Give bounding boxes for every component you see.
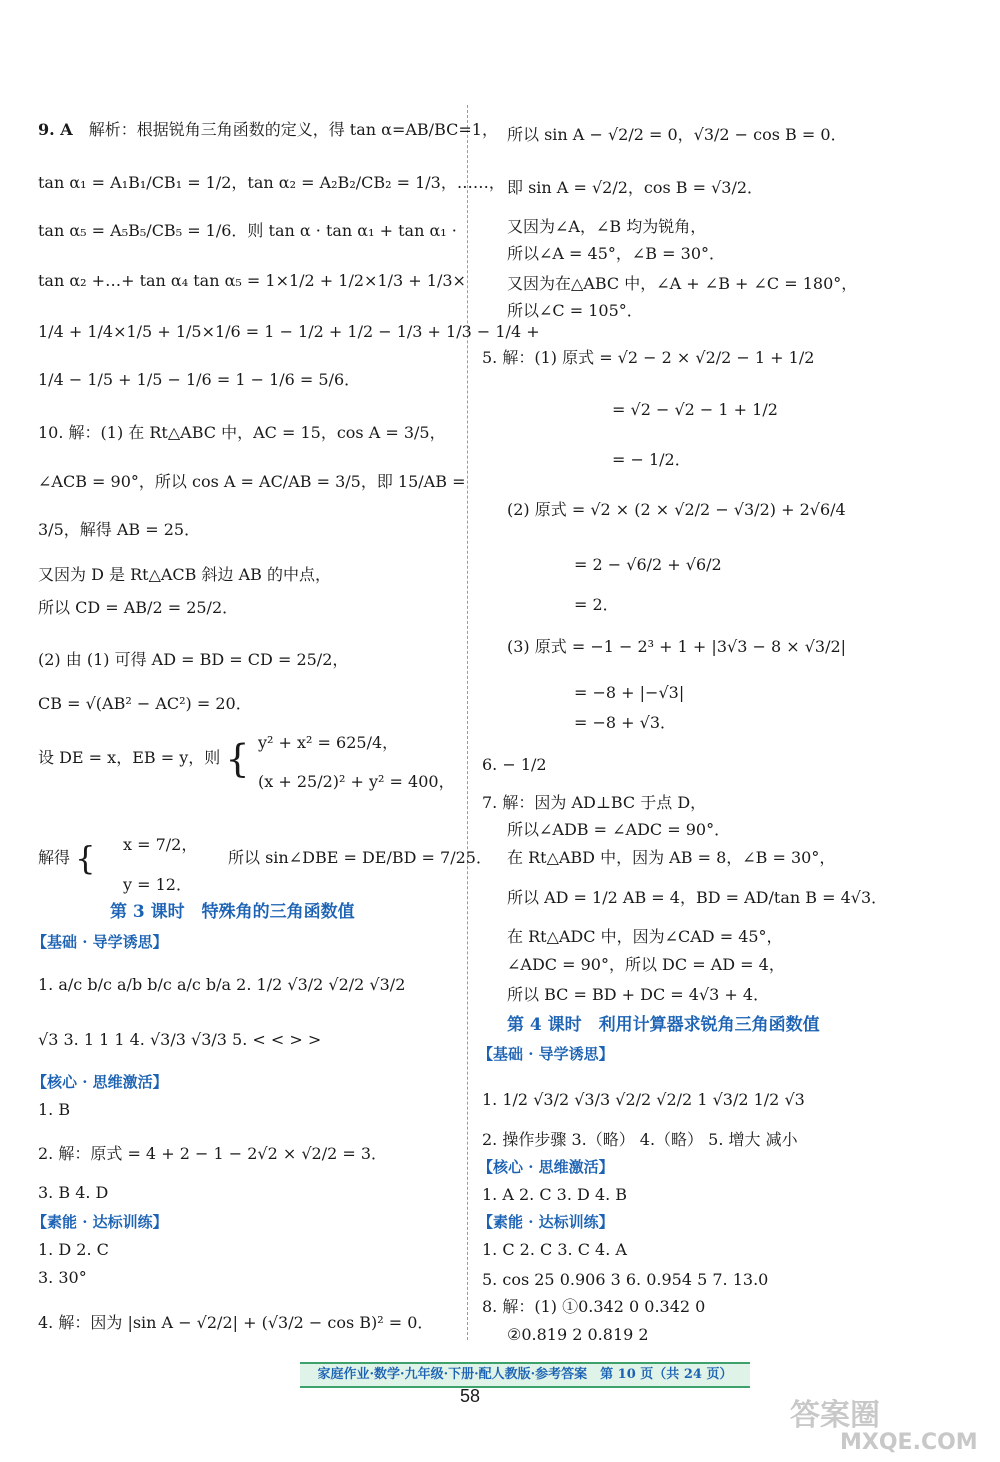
watermark-url: MXQE.COM [840,1430,978,1455]
skills-3: 4. 解：因为 |sin A − √2/2| + (√3/2 − cos B)² = 0． [38,1313,434,1332]
lesson4-skills-3: 8. 解：(1) ①0.342 0 0.342 0 [482,1297,706,1316]
solution-x: x = 7/2， [123,835,198,854]
solution-y: y = 12． [123,875,192,894]
page-number: 58 [460,1386,481,1406]
answer-9-line-1: 9. A 解析：根据锐角三角函数的定义，得 tan α=AB/BC=1， [38,120,498,139]
watermark-logo: 答案圈 [790,1398,880,1433]
tag-skills: 【素能 · 达标训练】 [32,1213,168,1231]
answer-9-line-6: 1/4 − 1/5 + 1/5 − 1/6 = 1 − 1/6 = 5/6． [38,370,361,389]
answer-10-line-1: 10. 解：(1) 在 Rt△ABC 中，AC = 15，cos A = 3/5， [38,423,446,442]
lesson4-basics-1: 1. 1/2 √3/2 √3/3 √2/2 √2/2 1 √3/2 1/2 √3 [482,1090,805,1109]
answer-10-line-4: 又因为 D 是 Rt△ACB 斜边 AB 的中点， [38,565,331,584]
basics-row-1: 1. a/c b/c a/b b/c a/c b/a 2. 1/2 √3/2 √2/2 √3/2 [38,975,406,994]
answer-5-line-4: (2) 原式 = √2 × (2 × √2/2 − √3/2) + 2√6/4 [507,500,846,519]
tag-skills-2: 【素能 · 达标训练】 [478,1213,614,1231]
answer-10-system-1: 设 DE = x，EB = y，则 { [38,736,250,781]
answer-9-line-3: tan α₅ = A₅B₅/CB₅ = 1/6．则 tan α · tan α₁ + tan α₁ · [38,221,457,240]
answer-9-line-2: tan α₁ = A₁B₁/CB₁ = 1/2，tan α₂ = A₂B₂/CB₂ = 1/3，……， [38,173,505,192]
lesson4-core-1: 1. A 2. C 3. D 4. B [482,1185,628,1204]
right-line-5: 又因为在△ABC 中，∠A + ∠B + ∠C = 180°， [507,274,858,293]
answer-5-line-3: = − 1/2． [612,450,691,469]
column-divider [467,105,468,1340]
basics-row-2: √3 3. 1 1 1 4. √3/3 √3/3 5. < < > > [38,1030,322,1049]
answer-10-line-6: (2) 由 (1) 可得 AD = BD = CD = 25/2， [38,650,349,669]
answer-5-line-6: = 2． [574,595,619,614]
answer-5-line-1: 5. 解：(1) 原式 = √2 − 2 × √2/2 − 1 + 1/2 [482,348,815,367]
equation-2: (x + 25/2)² + y² = 400， [258,772,455,791]
tag-basics-2: 【基础 · 导学诱思】 [478,1045,614,1063]
answer-5-line-8: = −8 + |−√3| [574,683,685,702]
footer-banner: 家庭作业·数学·九年级·下册·配人教版·参考答案 第 10 页（共 24 页） [300,1362,750,1388]
answer-7-line-7: 所以 BC = BD + DC = 4√3 + 4． [507,985,770,1004]
answer-7-line-2: 所以∠ADB = ∠ADC = 90°． [507,820,731,839]
core-2: 2. 解：原式 = 4 + 2 − 1 − 2√2 × √2/2 = 3． [38,1144,388,1163]
section-title-lesson-4: 第 4 课时 利用计算器求锐角三角函数值 [507,1015,820,1035]
right-line-1: 所以 sin A − √2/2 = 0，√3/2 − cos B = 0． [507,125,847,144]
right-line-6: 所以∠C = 105°． [507,301,643,320]
tag-core: 【核心 · 思维激活】 [32,1073,168,1091]
answer-10-conclusion: 所以 sin∠DBE = DE/BD = 7/25． [228,848,492,867]
core-1: 1. B [38,1100,71,1119]
answer-10-line-5: 所以 CD = AB/2 = 25/2． [38,598,239,617]
answer-10-line-2: ∠ACB = 90°，所以 cos A = AC/AB = 3/5，即 15/AB = [38,472,466,491]
answer-6: 6. − 1/2 [482,755,547,774]
tag-core-2: 【核心 · 思维激活】 [478,1158,614,1176]
answer-5-line-5: = 2 − √6/2 + √6/2 [574,555,722,574]
lesson4-skills-2: 5. cos 25 0.906 3 6. 0.954 5 7. 13.0 [482,1270,769,1289]
answer-7-line-6: ∠ADC = 90°，所以 DC = AD = 4， [507,955,785,974]
lesson4-skills-4: ②0.819 2 0.819 2 [507,1325,649,1344]
answer-7-line-4: 所以 AD = 1/2 AB = 4，BD = AD/tan B = 4√3． [507,888,888,907]
answer-5-line-9: = −8 + √3． [574,713,677,732]
answer-9-line-5: 1/4 + 1/4×1/5 + 1/5×1/6 = 1 − 1/2 + 1/2 − 1/3 + 1/3 − 1/4 + [38,322,540,341]
right-line-2: 即 sin A = √2/2，cos B = √3/2． [507,178,764,197]
answer-9-line-4: tan α₂ +…+ tan α₄ tan α₅ = 1×1/2 + 1/2×1/3 + 1/3× [38,271,466,290]
skills-2: 3. 30° [38,1268,87,1287]
core-3: 3. B 4. D [38,1183,109,1202]
answer-5-line-7: (3) 原式 = −1 − 2³ + 1 + |3√3 − 8 × √3/2| [507,637,847,656]
skills-1: 1. D 2. C [38,1240,109,1259]
lesson4-basics-2: 2. 操作步骤 3.（略） 4.（略） 5. 增大 减小 [482,1130,798,1149]
answer-10-system-2: 解得 { [38,839,96,878]
right-line-3: 又因为∠A，∠B 均为锐角， [507,217,707,236]
answer-7-line-1: 7. 解：因为 AD⊥BC 于点 D， [482,793,707,812]
answer-7-line-3: 在 Rt△ABD 中，因为 AB = 8，∠B = 30°， [507,848,836,867]
lesson4-skills-1: 1. C 2. C 3. C 4. A [482,1240,627,1259]
answer-5-line-2: = √2 − √2 − 1 + 1/2 [612,400,778,419]
section-title-lesson-3: 第 3 课时 特殊角的三角函数值 [110,902,355,922]
right-line-4: 所以∠A = 45°，∠B = 30°． [507,244,726,263]
answer-10-line-3: 3/5，解得 AB = 25． [38,520,201,539]
tag-basics: 【基础 · 导学诱思】 [32,933,168,951]
answer-10-line-7: CB = √(AB² − AC²) = 20． [38,694,252,713]
answer-7-line-5: 在 Rt△ADC 中，因为∠CAD = 45°， [507,927,783,946]
equation-1: y² + x² = 625/4， [258,733,399,752]
